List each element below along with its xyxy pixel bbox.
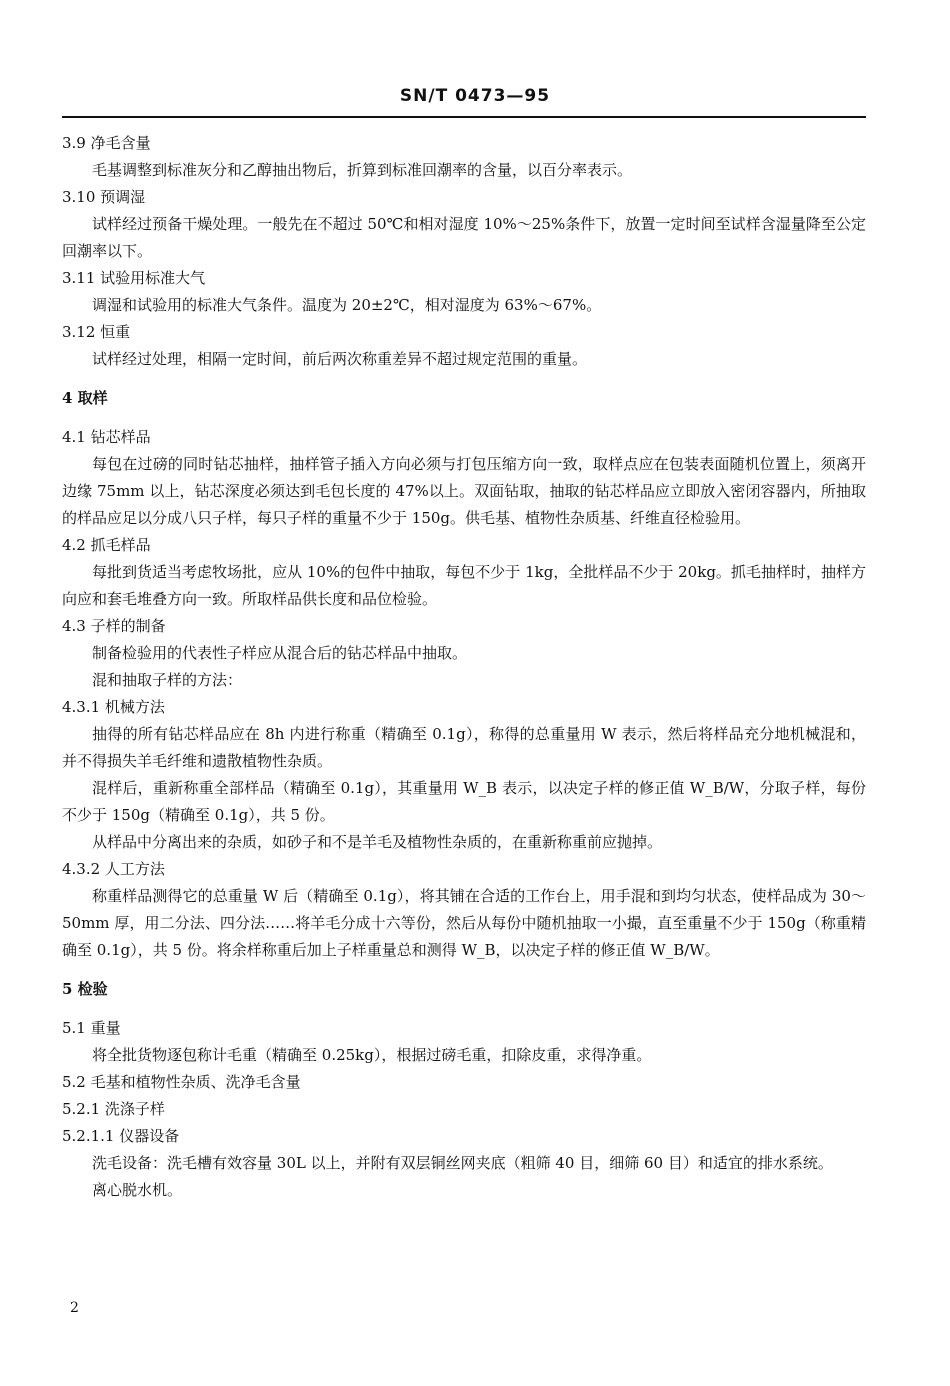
clause-heading: 5.1 重量 [62,1019,121,1037]
paragraph: 毛基调整到标准灰分和乙醇抽出物后，折算到标准回潮率的含量，以百分率表示。 [92,161,633,179]
paragraph: 制备检验用的代表性子样应从混合后的钻芯样品中抽取。 [92,644,468,662]
paragraph: 试样经过预备干燥处理。一般先在不超过 50℃和相对湿度 10%～25%条件下，放置一定时间至试样含湿量降至公定回潮率以下。 [62,215,866,260]
section-heading: 4 取样 [62,389,108,407]
paragraph: 洗毛设备：洗毛槽有效容量 30L 以上，并附有双层铜丝网夹底（粗筛 40 目，细筛 60 目）和适宜的排水系统。 [92,1154,833,1172]
clause-heading: 4.2 抓毛样品 [62,536,151,554]
document-body [62,130,866,1204]
section-heading: 5 检验 [62,980,108,998]
paragraph: 从样品中分离出来的杂质，如砂子和不是羊毛及植物性杂质的，在重新称重前应抛掉。 [92,833,663,851]
paragraph: 试样经过处理，相隔一定时间，前后两次称重差异不超过规定范围的重量。 [92,350,588,368]
clause-heading: 5.2.1.1 仪器设备 [62,1127,180,1145]
page-number: 2 [70,1300,79,1316]
clause-heading: 4.3.1 机械方法 [62,698,165,716]
clause-heading: 4.3 子样的制备 [62,617,166,635]
clause-heading: 4.3.2 人工方法 [62,860,165,878]
header-rule [62,116,866,118]
clause-heading: 5.2 毛基和植物性杂质、洗净毛含量 [62,1073,301,1091]
clause-heading: 3.9 净毛含量 [62,134,151,152]
paragraph: 抽得的所有钻芯样品应在 8h 内进行称重（精确至 0.1g），称得的总重量用 W 表示，然后将样品充分地机械混和，并不得损失羊毛纤维和遗散植物性杂质。 [62,725,866,770]
clause-heading: 3.11 试验用标准大气 [62,269,206,287]
paragraph: 调湿和试验用的标准大气条件。温度为 20±2℃，相对湿度为 63%～67%。 [92,296,602,314]
paragraph: 将全批货物逐包称计毛重（精确至 0.25kg），根据过磅毛重，扣除皮重，求得净重。 [92,1046,652,1064]
paragraph: 混样后，重新称重全部样品（精确至 0.1g），其重量用 W_B 表示，以决定子样的修正值 W_B/W，分取子样，每份不少于 150g（精确至 0.1g），共 5 份。 [62,779,866,824]
paragraph: 每包在过磅的同时钻芯抽样，抽样管子插入方向必须与打包压缩方向一致，取样点应在包装表面随机位置上，须离开边缘 75mm 以上，钻芯深度必须达到毛包长度的 47%以上。双面钻取，抽取的钻芯样品应立即放入密闭容器内，所抽取的样品应足以分成八只子样，每只子样的重量不少于 150g。供毛基、植物性杂质基、纤维直径检验用。 [62,455,866,527]
clause-heading: 3.10 预调湿 [62,188,146,206]
paragraph: 混和抽取子样的方法： [92,671,243,689]
paragraph: 称重样品测得它的总重量 W 后（精确至 0.1g），将其铺在合适的工作台上，用手混和到均匀状态，使样品成为 30～50mm 厚，用二分法、四分法……将羊毛分成十六等份，然后从每份中随机抽取一小撮，直至重量不少于 150g（称重精确至 0.1g），共 5 份。将余样称重后加上子样重量总和测得 W_B，以决定子样的修正值 W_B/W。 [62,887,866,959]
clause-heading: 3.12 恒重 [62,323,131,341]
clause-heading: 4.1 钻芯样品 [62,428,151,446]
page-header: SN/T 0473—95 [399,86,551,106]
paragraph: 每批到货适当考虑牧场批，应从 10%的包件中抽取，每包不少于 1kg，全批样品不少于 20kg。抓毛抽样时，抽样方向应和套毛堆叠方向一致。所取样品供长度和品位检验。 [62,563,866,608]
paragraph: 离心脱水机。 [92,1181,183,1199]
clause-heading: 5.2.1 洗涤子样 [62,1100,165,1118]
